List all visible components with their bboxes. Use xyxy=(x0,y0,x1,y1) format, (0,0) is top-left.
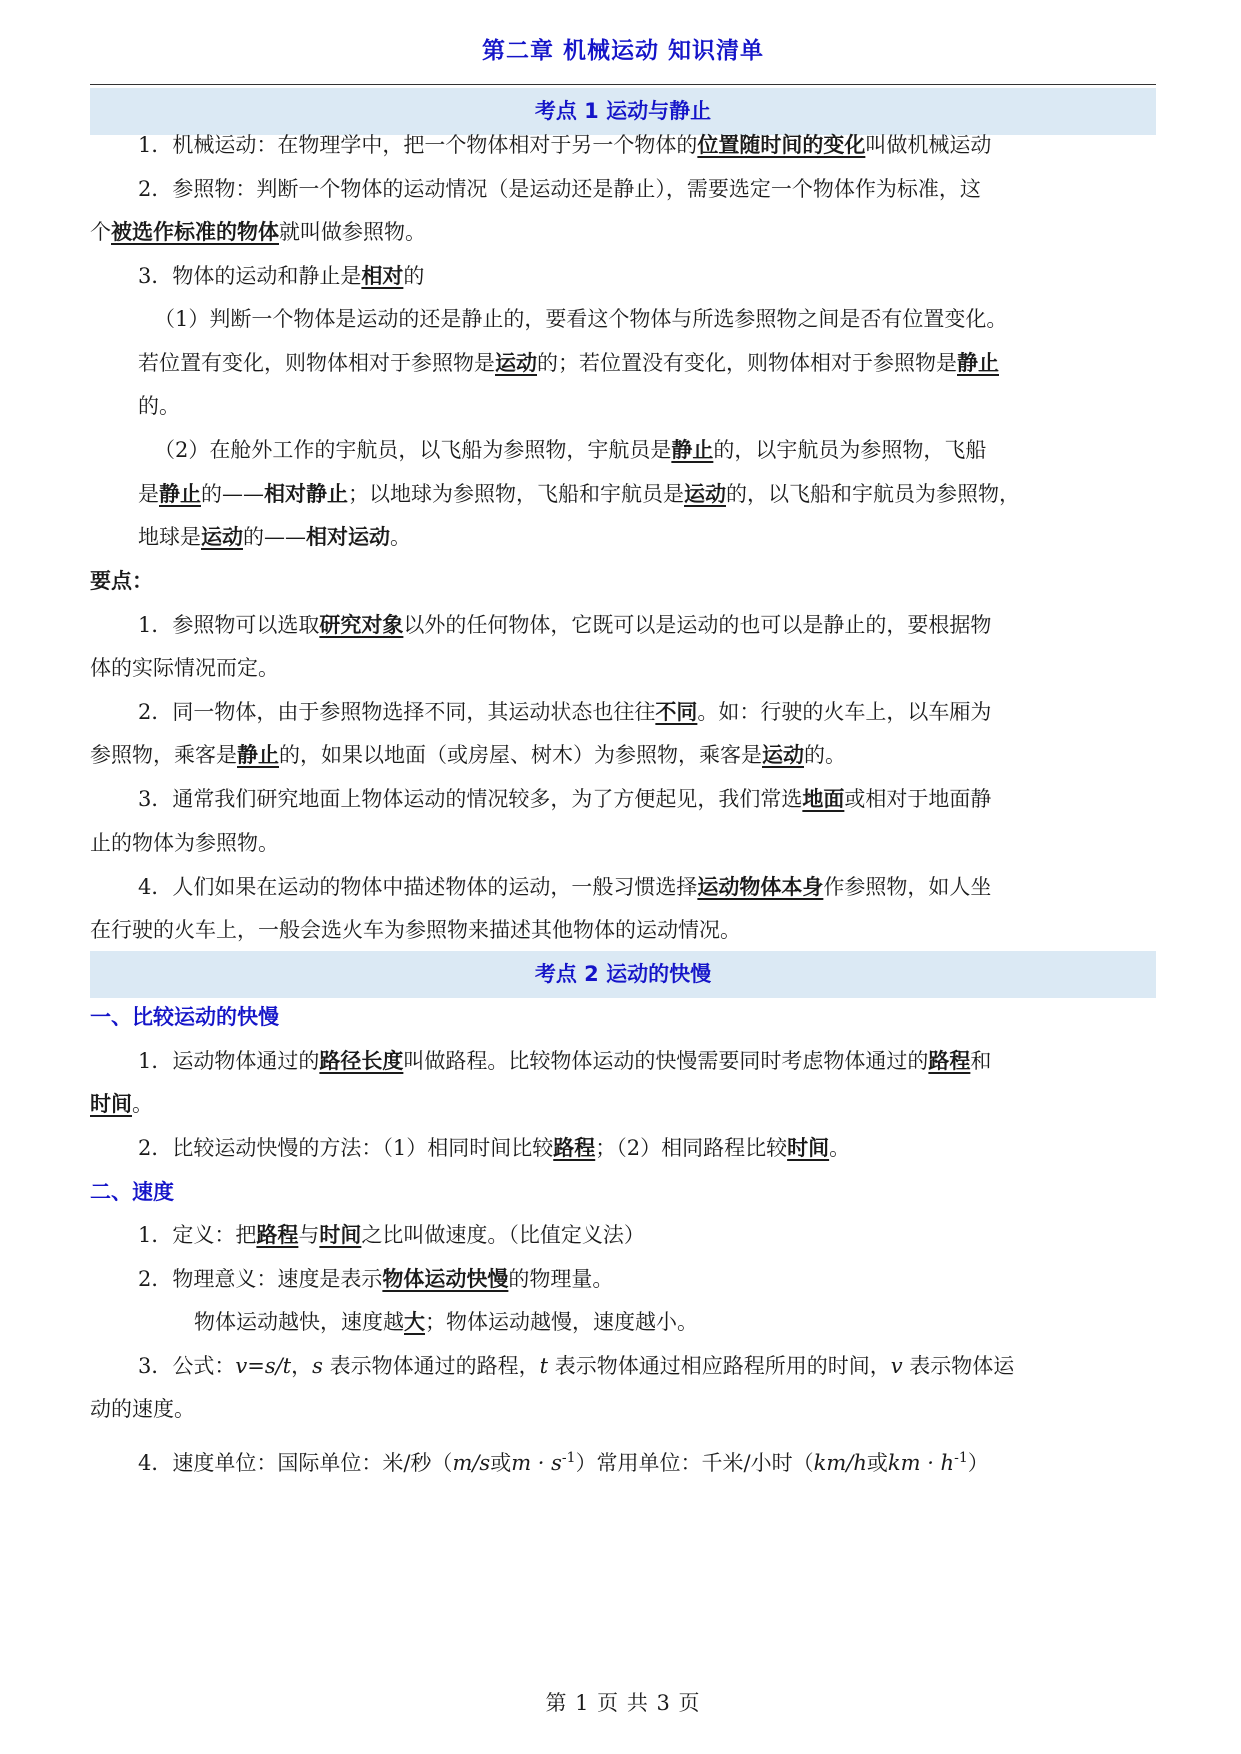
compare-line-2 xyxy=(90,1089,1156,1119)
text-span: 或 xyxy=(490,1451,512,1475)
text-span: 物体运动越快，速度越 xyxy=(194,1310,404,1334)
unit: m/s xyxy=(452,1451,491,1475)
key-term: 运动物体本身 xyxy=(697,874,824,899)
paragraph-5-line-3 xyxy=(90,522,1156,552)
point-3-line-1 xyxy=(90,784,1156,814)
key-term: 位置随时间的变化 xyxy=(697,132,866,157)
text-span: 的 xyxy=(403,264,425,288)
key-term: 静止 xyxy=(159,481,201,506)
speed-definition xyxy=(90,1220,1156,1250)
key-term: 不同 xyxy=(655,699,698,724)
key-term: 路程 xyxy=(553,1135,596,1160)
speed-meaning xyxy=(90,1264,1156,1294)
page-footer: 第 1 页 共 3 页 xyxy=(545,1691,701,1715)
text-span: ， xyxy=(291,1354,313,1378)
text-span: 作参照物，如人坐 xyxy=(823,875,992,899)
text-span: 个 xyxy=(90,220,111,244)
key-phrase: 相对运动 xyxy=(306,524,390,549)
paragraph-4-line-1: （1）判断一个物体是运动的还是静止的，要看这个物体与所选参照物之间是否有位置变化。 xyxy=(154,307,1008,331)
heading-text: 二、速度 xyxy=(90,1180,174,1204)
unit: km · h xyxy=(887,1451,955,1475)
key-term: 静止 xyxy=(957,350,999,375)
unit: m · s xyxy=(511,1451,562,1475)
key-term: 运动 xyxy=(684,481,726,506)
paragraph-3 xyxy=(90,261,1156,291)
compare-line-1 xyxy=(90,1046,1156,1076)
section-band-2: 考点 2 运动的快慢 xyxy=(90,951,1156,998)
exponent: -1 xyxy=(954,1450,968,1466)
text-span: 参照物，乘客是 xyxy=(90,743,237,767)
unit: km/h xyxy=(813,1451,867,1475)
key-term: 被选作标准的物体 xyxy=(111,219,279,244)
text-span: 4．人们如果在运动的物体中描述物体的运动，一般习惯选择 xyxy=(138,875,698,899)
text-span: 之比叫做速度。（比值定义法） xyxy=(361,1223,645,1247)
paragraph-5-line-2 xyxy=(90,479,1156,509)
text-span: 是 xyxy=(138,482,159,506)
key-term: 静止 xyxy=(237,742,279,767)
point-1-line-1 xyxy=(90,610,1156,640)
paragraph-2-line-1: 2．参照物：判断一个物体的运动情况（是运动还是静止），需要选定一个物体作为标准，这 xyxy=(138,177,981,201)
text-span: （2）在舱外工作的宇航员，以飞船为参照物，宇航员是 xyxy=(154,438,672,462)
title-divider xyxy=(90,84,1156,85)
speed-formula-line-2: 动的速度。 xyxy=(90,1397,195,1421)
text-span: ） xyxy=(967,1451,989,1475)
text-span: 的；若位置没有变化，则物体相对于参照物是 xyxy=(537,351,957,375)
symbol-s: s xyxy=(312,1354,323,1378)
text-span: ；物体运动越慢，速度越小。 xyxy=(425,1310,698,1334)
text-span: 以外的任何物体，它既可以是运动的也可以是静止的，要根据物 xyxy=(403,613,992,637)
paragraph-1 xyxy=(90,130,1156,160)
key-term: 运动 xyxy=(762,742,804,767)
text-span: 叫做机械运动 xyxy=(865,133,992,157)
heading-text: 要点： xyxy=(90,569,153,593)
point-2-line-2 xyxy=(90,740,1156,770)
text-span: 的—— xyxy=(243,525,306,549)
key-term: 物体运动快慢 xyxy=(382,1266,509,1291)
text-span: 的—— xyxy=(201,482,264,506)
key-phrase: 相对静止 xyxy=(264,481,348,506)
key-term: 运动 xyxy=(495,350,537,375)
point-2-line-1 xyxy=(90,697,1156,727)
text-span: 3．物体的运动和静止是 xyxy=(138,264,362,288)
key-points-heading xyxy=(90,566,1156,596)
text-span: ；以地球为参照物，飞船和宇航员是 xyxy=(348,482,684,506)
text-span: 或相对于地面静 xyxy=(844,787,992,811)
text-span: 3．通常我们研究地面上物体运动的情况较多，为了方便起见，我们常选 xyxy=(138,787,803,811)
exponent: -1 xyxy=(561,1450,576,1466)
point-4-line-2: 在行驶的火车上，一般会选火车为参照物来描述其他物体的运动情况。 xyxy=(90,918,741,942)
text-span: 1．定义：把 xyxy=(138,1223,257,1247)
page-title: 第二章 机械运动 知识清单 xyxy=(481,38,764,64)
key-term: 大 xyxy=(404,1309,425,1334)
point-3-line-2: 止的物体为参照物。 xyxy=(90,831,279,855)
text-span: 就叫做参照物。 xyxy=(279,220,426,244)
text-span: 2．比较运动快慢的方法：（1）相同时间比较 xyxy=(138,1136,554,1160)
subsection-heading-1 xyxy=(90,1002,1156,1032)
text-span: 1．机械运动：在物理学中，把一个物体相对于另一个物体的 xyxy=(138,133,698,157)
heading-text: 一、比较运动的快慢 xyxy=(90,1005,279,1029)
text-span: 。 xyxy=(829,1136,851,1160)
text-span: ）常用单位：千米/小时（ xyxy=(575,1451,814,1475)
speed-meaning-detail xyxy=(90,1307,1156,1337)
text-span: 1．参照物可以选取 xyxy=(138,613,320,637)
text-span: 的，以飞船和宇航员为参照物， xyxy=(726,482,1020,506)
key-term: 研究对象 xyxy=(319,612,404,637)
section-band-1: 考点 1 运动与静止 xyxy=(90,88,1156,135)
text-span: 。如：行驶的火车上，以车厢为 xyxy=(697,700,992,724)
key-term: 相对 xyxy=(361,263,404,288)
text-span: 2．物理意义：速度是表示 xyxy=(138,1267,383,1291)
text-span: 3．公式： xyxy=(138,1354,236,1378)
key-term: 路程 xyxy=(928,1048,971,1073)
text-span: 叫做路程。比较物体运动的快慢需要同时考虑物体通过的 xyxy=(403,1049,929,1073)
speed-formula-line-1 xyxy=(90,1351,1156,1381)
formula: v=s/t xyxy=(235,1354,292,1378)
paragraph-4-line-3: 的。 xyxy=(138,394,180,418)
text-span: ；（2）相同路程比较 xyxy=(595,1136,788,1160)
key-term: 时间 xyxy=(319,1222,362,1247)
text-span: 2．同一物体，由于参照物选择不同，其运动状态也往往 xyxy=(138,700,656,724)
text-span: 的。 xyxy=(804,743,846,767)
paragraph-4-line-2 xyxy=(90,348,1156,378)
compare-methods xyxy=(90,1133,1156,1163)
key-term: 时间 xyxy=(787,1135,830,1160)
key-term: 运动 xyxy=(201,524,243,549)
key-term: 地面 xyxy=(802,786,845,811)
text-span: 1．运动物体通过的 xyxy=(138,1049,320,1073)
paragraph-5-line-1 xyxy=(90,435,1156,465)
text-span: 表示物体通过相应路程所用的时间， xyxy=(548,1354,891,1378)
text-span: 地球是 xyxy=(138,525,201,549)
key-term: 静止 xyxy=(671,437,714,462)
point-4-line-1 xyxy=(90,872,1156,902)
text-span: 。 xyxy=(132,1092,153,1116)
text-span: 的物理量。 xyxy=(508,1267,614,1291)
text-span: 的，以宇航员为参照物，飞船 xyxy=(713,438,987,462)
text-span: 或 xyxy=(866,1451,888,1475)
speed-units xyxy=(90,1443,1156,1478)
key-term: 时间 xyxy=(90,1091,132,1116)
key-term: 路径长度 xyxy=(319,1048,404,1073)
text-span: 4．速度单位：国际单位：米/秒（ xyxy=(138,1451,453,1475)
paragraph-2-line-2 xyxy=(90,217,1156,247)
symbol-v: v xyxy=(890,1354,903,1378)
point-1-line-2: 体的实际情况而定。 xyxy=(90,656,279,680)
key-term: 路程 xyxy=(256,1222,299,1247)
text-span: 表示物体通过的路程， xyxy=(322,1354,540,1378)
text-span: 。 xyxy=(390,525,411,549)
text-span: 与 xyxy=(298,1223,320,1247)
text-span: 的，如果以地面（或房屋、树木）为参照物，乘客是 xyxy=(279,743,762,767)
symbol-t: t xyxy=(539,1354,549,1378)
text-span: 若位置有变化，则物体相对于参照物是 xyxy=(138,351,495,375)
text-span: 和 xyxy=(970,1049,992,1073)
subsection-heading-2 xyxy=(90,1177,1156,1207)
text-span: 表示物体运 xyxy=(902,1354,1015,1378)
